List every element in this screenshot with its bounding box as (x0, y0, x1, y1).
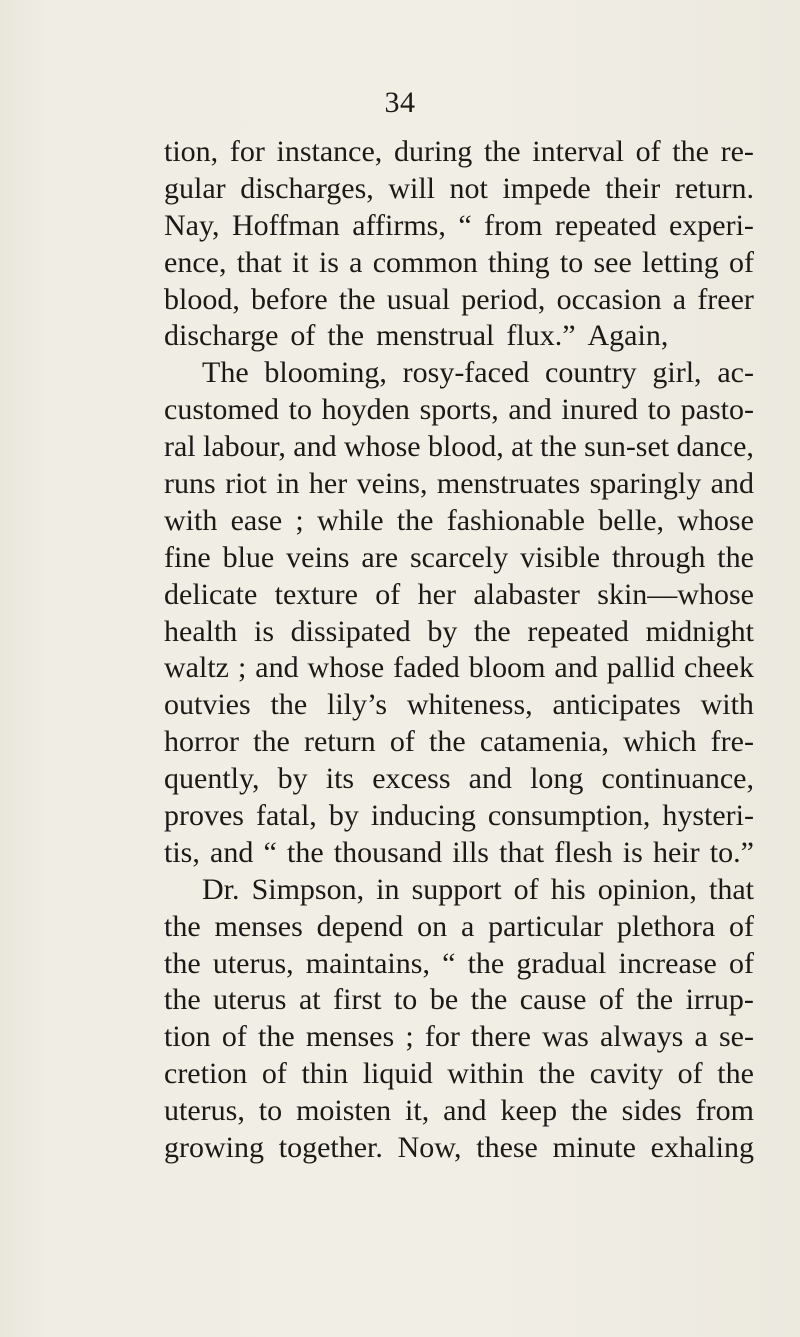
word: and (255, 651, 299, 685)
word: lily’s (326, 688, 387, 722)
word: uterus (213, 983, 287, 1017)
text-line (164, 245, 754, 282)
word: to (393, 983, 418, 1017)
word: pasto- (680, 393, 754, 427)
word: together. (278, 1131, 383, 1165)
body-text (164, 134, 754, 1167)
word: it (291, 245, 309, 279)
word: catamenia, (479, 725, 609, 759)
word: keep (500, 1094, 558, 1128)
word: in (376, 872, 400, 906)
text-line (164, 503, 754, 540)
word: will (388, 171, 435, 205)
word: freer (697, 282, 754, 316)
word: letting (642, 245, 719, 279)
word: the (540, 430, 577, 464)
word: of (677, 1057, 703, 1091)
word: from (484, 208, 543, 242)
word: and (443, 1094, 487, 1128)
word: from (695, 1094, 754, 1128)
word: Hoffman (232, 208, 340, 242)
word: fre- (710, 725, 754, 759)
word: through (612, 540, 706, 574)
word: the (164, 983, 201, 1017)
word: moisten (296, 1094, 392, 1128)
word: hoyden (321, 393, 410, 427)
word: excess (372, 762, 451, 796)
word: and (554, 651, 598, 685)
word: whose (307, 651, 385, 685)
word: a (694, 1020, 708, 1054)
word: gradual (516, 946, 607, 980)
word: anticipates (552, 688, 681, 722)
word: of (598, 983, 624, 1017)
word: “ (263, 835, 277, 869)
word: Dr. (202, 872, 240, 906)
word: to.” (709, 835, 754, 869)
word: of (728, 946, 754, 980)
text-line (164, 355, 754, 392)
word: these (476, 1131, 538, 1165)
word: inducing (370, 799, 476, 833)
word: re- (720, 135, 754, 168)
word: waltz (164, 651, 229, 685)
word: riot (225, 467, 267, 501)
word: the (483, 135, 521, 168)
word: be (429, 983, 459, 1017)
word: of (221, 1020, 247, 1054)
word: menses (305, 1020, 395, 1054)
word: to (559, 245, 584, 279)
word: interval (532, 135, 624, 168)
word: long (530, 762, 584, 796)
word: a (672, 282, 687, 316)
text-line (164, 798, 754, 835)
word: in (276, 467, 300, 501)
text-line (164, 466, 754, 503)
word: alabaster (473, 577, 580, 611)
word: the (636, 983, 674, 1017)
word: hysteri- (662, 799, 754, 833)
word: at (298, 983, 321, 1017)
text-line (164, 982, 754, 1019)
word: sun-set (584, 430, 670, 464)
word: ence, (164, 245, 227, 279)
word: of (635, 135, 661, 168)
word: thing (487, 245, 550, 279)
word: and (468, 762, 512, 796)
word: it, (405, 1094, 430, 1128)
word: growing (164, 1131, 264, 1165)
word: blood, (164, 282, 240, 316)
word: during (393, 135, 473, 168)
word: discharges, (240, 171, 374, 205)
word: and (210, 835, 254, 869)
word: not (449, 171, 488, 205)
word: occasion (556, 282, 662, 316)
word: liquid (362, 1057, 433, 1091)
word: return (304, 725, 376, 759)
word: of (261, 1057, 287, 1091)
word: the (258, 1020, 295, 1054)
text-line (164, 909, 754, 946)
word: common (372, 245, 478, 279)
word: support (411, 872, 502, 906)
word: at (511, 430, 533, 464)
word: that (236, 245, 282, 279)
word: affirms, (352, 208, 446, 242)
word: uterus, (164, 1094, 245, 1128)
word: dissipated (290, 614, 411, 648)
word: continuance, (601, 762, 754, 796)
word: texture (274, 577, 358, 611)
word: always (599, 1020, 684, 1054)
word: Now, (397, 1131, 462, 1165)
word: its (325, 762, 355, 796)
word: was (542, 1020, 589, 1054)
text-line (164, 650, 754, 687)
word: repeated (554, 208, 657, 242)
text-line (164, 208, 754, 245)
word: blood, (427, 430, 504, 464)
word: veins (286, 540, 350, 574)
word: the (338, 282, 376, 316)
word: with (164, 503, 218, 537)
word: exhaling (650, 1131, 754, 1165)
word: her (417, 577, 456, 611)
word: the (327, 319, 365, 353)
word: return. (674, 171, 754, 205)
word: a (349, 245, 363, 279)
word: for (424, 1020, 460, 1054)
word: irrup- (685, 983, 754, 1017)
word: thin (301, 1057, 349, 1091)
word: country (545, 356, 637, 390)
word: particular (488, 909, 604, 943)
word: the (270, 688, 308, 722)
word: fatal, (256, 799, 317, 833)
word: by (277, 762, 308, 796)
word: that (709, 872, 754, 906)
word: quently, (164, 762, 260, 796)
word: sports, (419, 393, 499, 427)
word: is (253, 614, 274, 648)
word: heir (652, 835, 700, 869)
word: tion (164, 1020, 211, 1054)
word: opinion, (597, 872, 697, 906)
word: increase (618, 946, 717, 980)
word: maintains, (305, 946, 430, 980)
word: proves (164, 799, 244, 833)
word: ease (230, 503, 283, 537)
word: repeated (527, 614, 629, 648)
word: visible (520, 540, 601, 574)
word: dance, (676, 430, 754, 464)
text-line (164, 1019, 754, 1056)
word: discharge (164, 319, 279, 353)
word: sides (621, 1094, 682, 1128)
word: delicate (164, 577, 258, 611)
word: that (499, 835, 545, 869)
word: a (460, 909, 475, 943)
word: menses (214, 909, 303, 943)
word: tion, (164, 135, 219, 168)
word: for (229, 135, 265, 168)
word: horror (164, 725, 239, 759)
word: fine (164, 540, 211, 574)
word: whiteness, (406, 688, 533, 722)
word: the (164, 946, 201, 980)
text-line (164, 1130, 754, 1167)
word: the (474, 614, 511, 648)
text-line (164, 761, 754, 798)
word: plethora (616, 909, 716, 943)
word: consumption, (487, 799, 651, 833)
word: impede (502, 171, 591, 205)
word: the (672, 135, 709, 168)
word: blue (222, 540, 275, 574)
word: rosy-faced (402, 356, 530, 390)
text-line (164, 1056, 754, 1093)
word: bloom (468, 651, 546, 685)
word: the (396, 503, 434, 537)
word: the (429, 725, 466, 759)
word: ral (164, 430, 196, 464)
word: whose (343, 430, 421, 464)
word: there (471, 1020, 531, 1054)
word: skin—whose (597, 577, 754, 611)
word: The (202, 356, 249, 390)
word: faded (393, 651, 460, 685)
text-line (164, 577, 754, 614)
word: cavity (589, 1057, 664, 1091)
word: with (700, 688, 754, 722)
word: his (550, 872, 586, 906)
word: and (710, 467, 754, 501)
word: fashionable (446, 503, 585, 537)
word: period, (461, 282, 546, 316)
word: belle, (598, 503, 665, 537)
text-line (164, 1093, 754, 1130)
word: flux.” (506, 319, 576, 353)
word: of (375, 577, 401, 611)
word: outvies (164, 688, 251, 722)
word: “ (442, 946, 456, 980)
word: while (316, 503, 384, 537)
word: of (389, 725, 415, 759)
word: se- (718, 1020, 754, 1054)
word: usual (386, 282, 451, 316)
text-line (164, 872, 754, 909)
word: to (258, 1094, 283, 1128)
word: Again, (587, 319, 669, 353)
word: is (622, 835, 643, 869)
word: the (286, 835, 324, 869)
word: their (605, 171, 661, 205)
word: cause (519, 983, 587, 1017)
word: the (164, 909, 201, 943)
text-line (164, 134, 754, 171)
text-line (164, 687, 754, 724)
word: customed (164, 393, 279, 427)
word: of (728, 245, 754, 279)
word: veins, (356, 467, 428, 501)
word: flesh (554, 835, 613, 869)
word: health (164, 614, 238, 648)
word: on (417, 909, 448, 943)
word: gular (164, 171, 226, 205)
word: cheek (684, 651, 754, 685)
word: before (251, 282, 328, 316)
text-line (164, 171, 754, 208)
word: sparingly (589, 467, 702, 501)
word: the (717, 540, 754, 574)
word: her (308, 467, 348, 501)
text-line (164, 946, 754, 983)
text-line (164, 429, 754, 466)
word: ; (405, 1020, 414, 1054)
word: “ (458, 208, 472, 242)
word: first (333, 983, 382, 1017)
word: to (288, 393, 312, 427)
word: ; (295, 503, 304, 537)
word: to (647, 393, 671, 427)
word: Nay, (164, 208, 220, 242)
text-line (164, 614, 754, 651)
word: are (361, 540, 399, 574)
word: the (538, 1057, 576, 1091)
page-number: 34 (384, 86, 416, 119)
word: of (728, 909, 754, 943)
word: the (717, 1057, 754, 1091)
word: blooming, (264, 356, 387, 390)
text-line (164, 835, 754, 872)
word: ac- (717, 356, 754, 390)
text-line (164, 540, 754, 577)
word: girl, (652, 356, 702, 390)
word: menstrual (376, 319, 495, 353)
word: and (293, 430, 337, 464)
word: inured (561, 393, 639, 427)
word: see (593, 245, 632, 279)
word: of (290, 319, 316, 353)
word: and (508, 393, 552, 427)
word: within (447, 1057, 524, 1091)
word: the (571, 1094, 608, 1128)
text-line (164, 392, 754, 429)
word: midnight (645, 614, 754, 648)
word: cretion (164, 1057, 248, 1091)
word: Simpson, (251, 872, 365, 906)
word: runs (164, 467, 216, 501)
word: scarcely (409, 540, 509, 574)
text-line (164, 724, 754, 761)
word: by (328, 799, 359, 833)
word: minute (552, 1131, 636, 1165)
word: the (253, 725, 290, 759)
word: depend (316, 909, 404, 943)
word: labour, (202, 430, 286, 464)
word: the (470, 983, 508, 1017)
word: by (427, 614, 458, 648)
word: which (623, 725, 697, 759)
text-line (164, 318, 754, 355)
word: ills (452, 835, 489, 869)
word: the (467, 946, 505, 980)
word: pallid (606, 651, 676, 685)
word: menstruates (436, 467, 581, 501)
word: ; (237, 651, 247, 685)
word: tis, (164, 835, 200, 869)
word: instance, (276, 135, 383, 168)
word: uterus, (212, 946, 294, 980)
word: whose (677, 503, 754, 537)
word: is (318, 245, 339, 279)
word: of (513, 872, 539, 906)
text-line (164, 282, 754, 319)
word: experi- (668, 208, 754, 242)
word: thousand (333, 835, 443, 869)
